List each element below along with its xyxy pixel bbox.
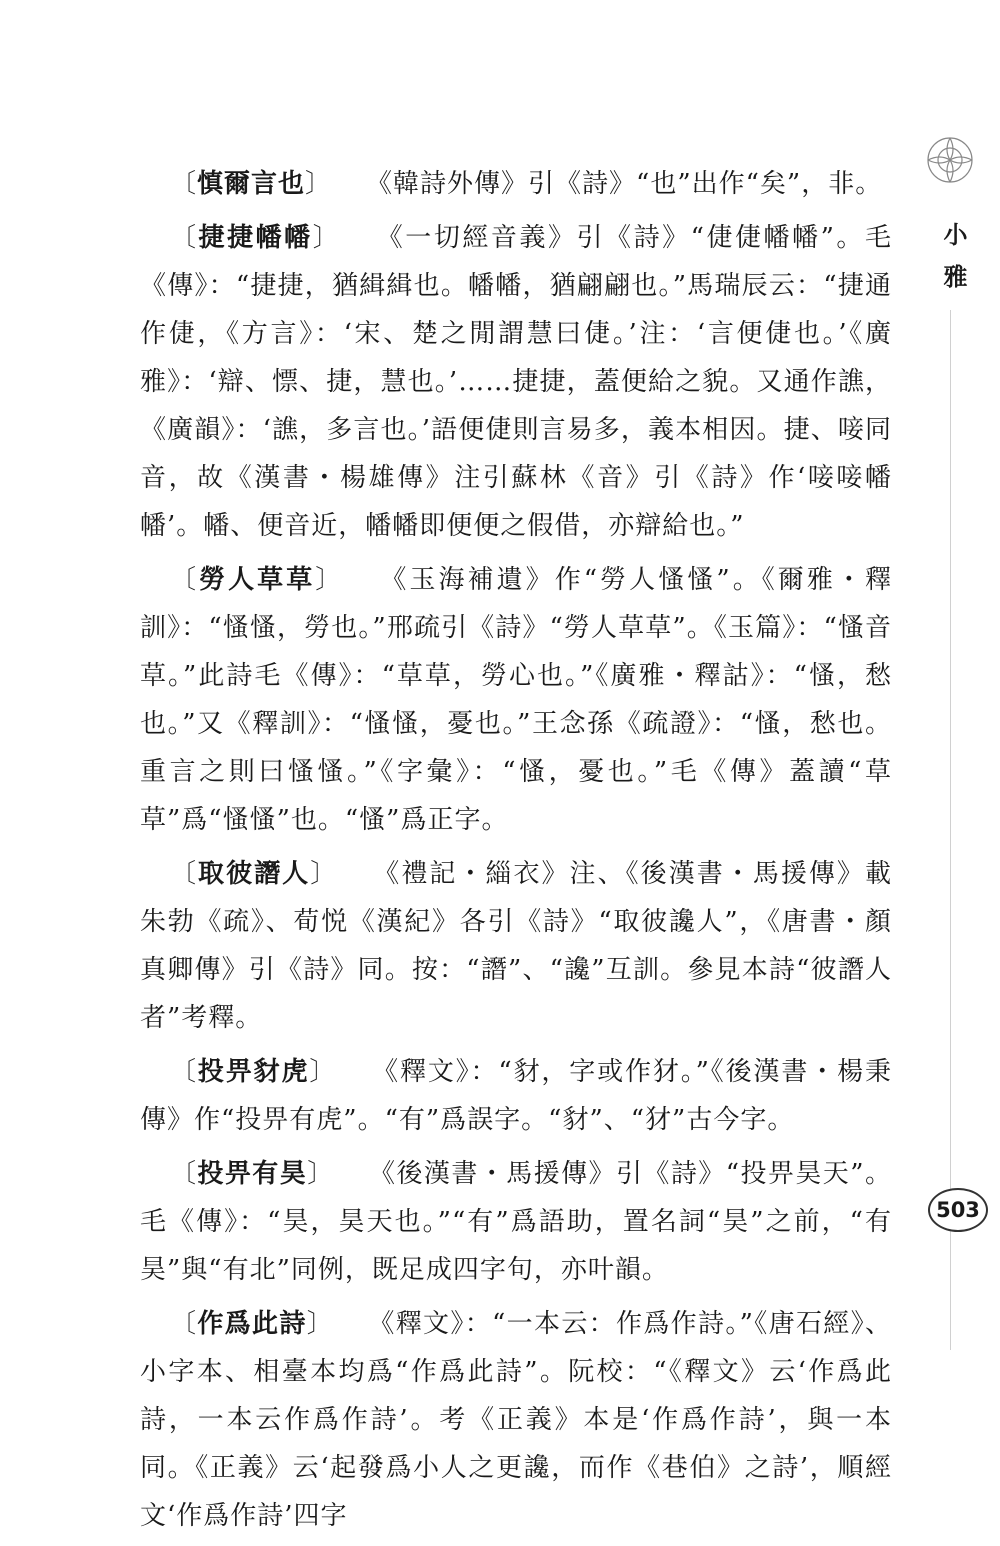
entry-body: 《釋文》：“一本云：作爲作詩。”《唐石經》、小字本、相臺本均爲“作爲此詩”。阮校：“《釋文》云‘作爲此詩，一本云作爲作詩’。考《正義》本是‘作爲作詩’，與一本同。《正義》云‘起發爲小人之更讒，而作《巷伯》之詩’，順經文‘作爲作詩’四字 (140, 1309, 892, 1531)
entry-head-text: 作爲此詩 (197, 1309, 307, 1339)
entry-head (170, 1057, 337, 1087)
entry-head (170, 223, 341, 253)
entry-body: 《玉海補遺》作“勞人慅慅”。《爾雅・釋訓》：“慅慅，勞也。”邢疏引《詩》“勞人草草”。《玉篇》：“慅音草。”此詩毛《傳》：“草草，勞心也。”《廣雅・釋詁》：“慅，愁也。”又《釋訓》：“慅慅，憂也。”王念孫《疏證》：“慅，愁也。重言之則曰慅慅。”《字彙》：“慅，憂也。”毛《傳》蓋讀“草草”爲“慅慅”也。“慅”爲正字。 (140, 565, 892, 835)
page-number-text: 503 (936, 1198, 980, 1222)
entry-head-text: 慎爾言也 (197, 169, 306, 199)
entry-head (170, 169, 332, 199)
open-bracket: 〔 (170, 1309, 198, 1339)
entry-head (170, 1159, 335, 1189)
entry-5 (140, 1048, 892, 1144)
entry-head-text: 投畀有昊 (197, 1159, 308, 1189)
close-bracket: 〕 (309, 1057, 338, 1087)
close-bracket: 〕 (310, 859, 339, 889)
open-bracket: 〔 (170, 565, 200, 595)
entry-head-text: 投畀豺虎 (197, 1057, 310, 1087)
section-title: 小雅 (939, 222, 967, 306)
page-number-oval (928, 1188, 988, 1232)
entry-3 (140, 556, 892, 844)
close-bracket: 〕 (312, 223, 342, 253)
open-bracket: 〔 (170, 859, 199, 889)
entry-7 (140, 1300, 892, 1540)
entry-head-text: 勞人草草 (199, 565, 316, 595)
entry-1 (140, 160, 892, 208)
open-bracket: 〔 (170, 1057, 198, 1087)
entry-body: 《釋文》：“豺，字或作犲。”《後漢書・楊秉傳》作“投畀有虎”。“有”爲誤字。“豺”、“犲”古今字。 (140, 1057, 892, 1135)
open-bracket: 〔 (170, 169, 198, 199)
commentary-text (140, 160, 892, 1546)
entry-head (170, 565, 344, 595)
close-bracket: 〕 (305, 169, 333, 199)
close-bracket: 〕 (315, 565, 345, 595)
open-bracket: 〔 (170, 1159, 198, 1189)
floral-ornament-icon (922, 130, 978, 190)
section-sidebar (910, 130, 990, 1170)
entry-body: 《韓詩外傳》引《詩》“也”出作“矣”，非。 (366, 169, 883, 199)
entry-4 (140, 850, 892, 1042)
entry-body: 《一切經音義》引《詩》“倢倢幡幡”。毛《傳》：“捷捷，猶緝緝也。幡幡，猶翩翩也。”馬瑞辰云：“捷通作倢，《方言》：‘宋、楚之閒謂慧曰倢。’注：‘言便倢也。’《廣雅》：‘辯、慓、捷，慧也。’……捷捷，蓋便給之貌。又通作譙，《廣韻》：‘譙，多言也。’語便倢則言易多，義本相因。捷、唼同音，故《漢書・楊雄傳》注引蘇林《音》引《詩》作‘唼唼幡幡’。幡、便音近，幡幡即便便之假借，亦辯給也。” (140, 223, 892, 541)
close-bracket: 〕 (307, 1159, 335, 1189)
entry-head-text: 取彼譖人 (198, 859, 311, 889)
entry-2 (140, 214, 892, 550)
entry-head (170, 859, 338, 889)
entry-6 (140, 1150, 892, 1294)
entry-head-text: 捷捷幡幡 (198, 223, 313, 253)
close-bracket: 〕 (306, 1309, 335, 1339)
open-bracket: 〔 (170, 223, 199, 253)
entry-head (170, 1309, 334, 1339)
entry-body: 《後漢書・馬援傳》引《詩》“投畀昊天”。毛《傳》：“昊，昊天也。”“有”爲語助，置名詞“昊”之前，“有昊”與“有北”同例，既足成四字句，亦叶韻。 (140, 1159, 892, 1285)
entry-body: 《禮記・緇衣》注、《後漢書・馬援傳》載朱勃《疏》、荀悦《漢紀》各引《詩》“取彼讒人”，《唐書・顏真卿傳》引《詩》同。按：“譖”、“讒”互訓。參見本詩“彼譖人者”考釋。 (140, 859, 892, 1033)
